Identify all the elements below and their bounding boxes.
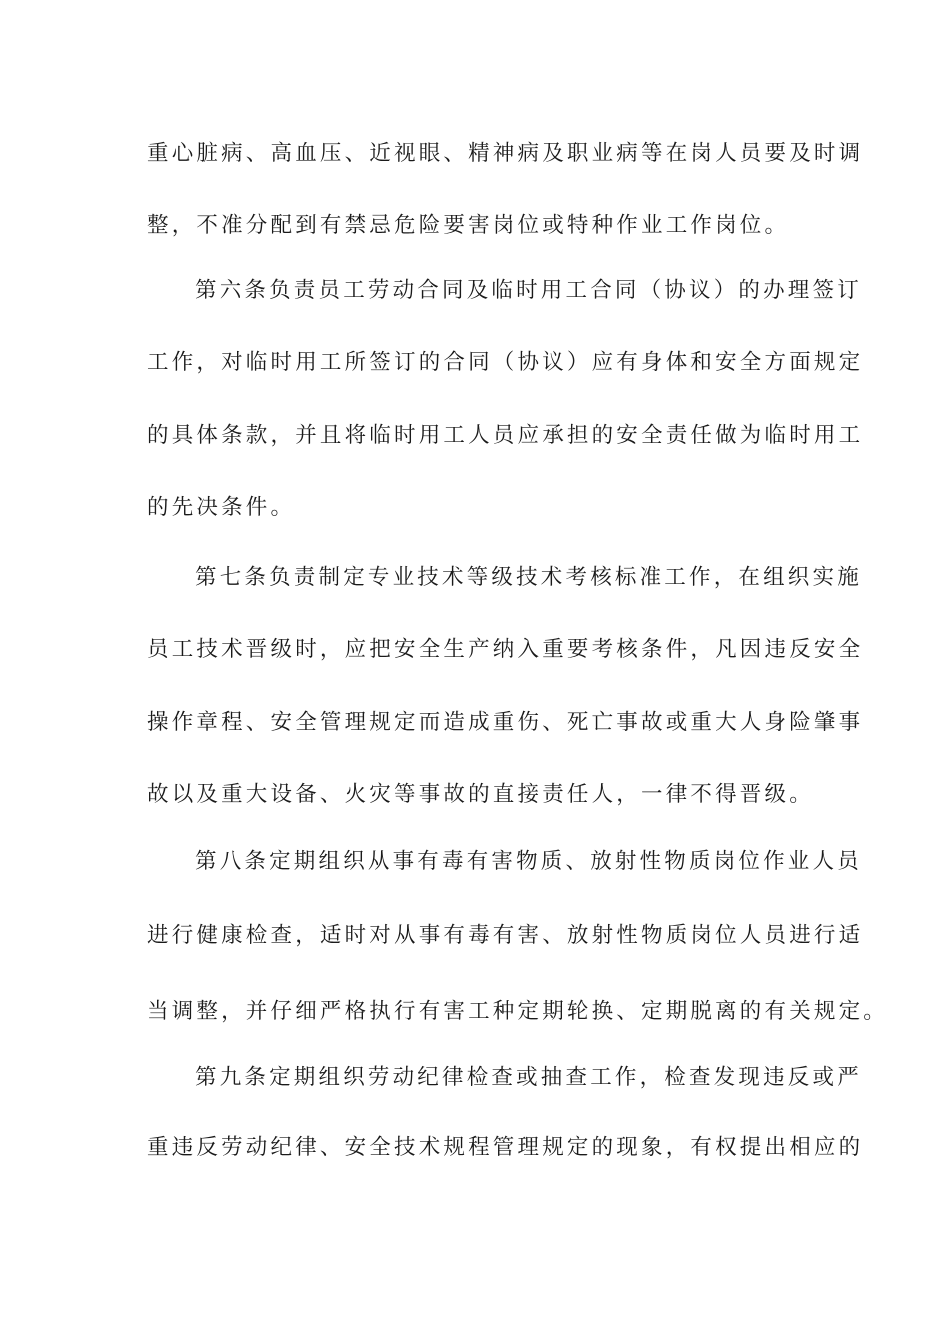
article-9-line-1: 第九条定期组织劳动纪律检查或抽查工作，检查发现违反或严 — [195, 1065, 862, 1090]
article-6-line-3: 的具体条款，并且将临时用工人员应承担的安全责任做为临时用工 — [147, 423, 864, 448]
article-6-line-1: 第六条负责员工劳动合同及临时用工合同（协议）的办理签订 — [195, 278, 862, 303]
article-7-line-1: 第七条负责制定专业技术等级技术考核标准工作，在组织实施 — [195, 565, 862, 590]
article-8-line-2: 进行健康检查，适时对从事有毒有害、放射性物质岗位人员进行适 — [147, 923, 864, 948]
article-9-line-2: 重违反劳动纪律、安全技术规程管理规定的现象，有权提出相应的 — [147, 1135, 864, 1160]
article-7-line-3: 操作章程、安全管理规定而造成重伤、死亡事故或重大人身险肇事 — [147, 710, 864, 735]
article-8-line-3: 当调整，并仔细严格执行有害工种定期轮换、定期脱离的有关规定。 — [147, 999, 889, 1024]
article-7-line-4: 故以及重大设备、火灾等事故的直接责任人，一律不得晋级。 — [147, 782, 814, 807]
article-6-line-2: 工作，对临时用工所签订的合同（协议）应有身体和安全方面规定 — [147, 350, 864, 375]
article-7-line-2: 员工技术晋级时，应把安全生产纳入重要考核条件，凡因违反安全 — [147, 637, 864, 662]
article-6-line-4: 的先决条件。 — [147, 495, 296, 520]
paragraph-line-2: 整，不准分配到有禁忌危险要害岗位或特种作业工作岗位。 — [147, 213, 790, 238]
paragraph-line-1: 重心脏病、高血压、近视眼、精神病及职业病等在岗人员要及时调 — [147, 141, 864, 166]
article-8-line-1: 第八条定期组织从事有毒有害物质、放射性物质岗位作业人员 — [195, 849, 862, 874]
